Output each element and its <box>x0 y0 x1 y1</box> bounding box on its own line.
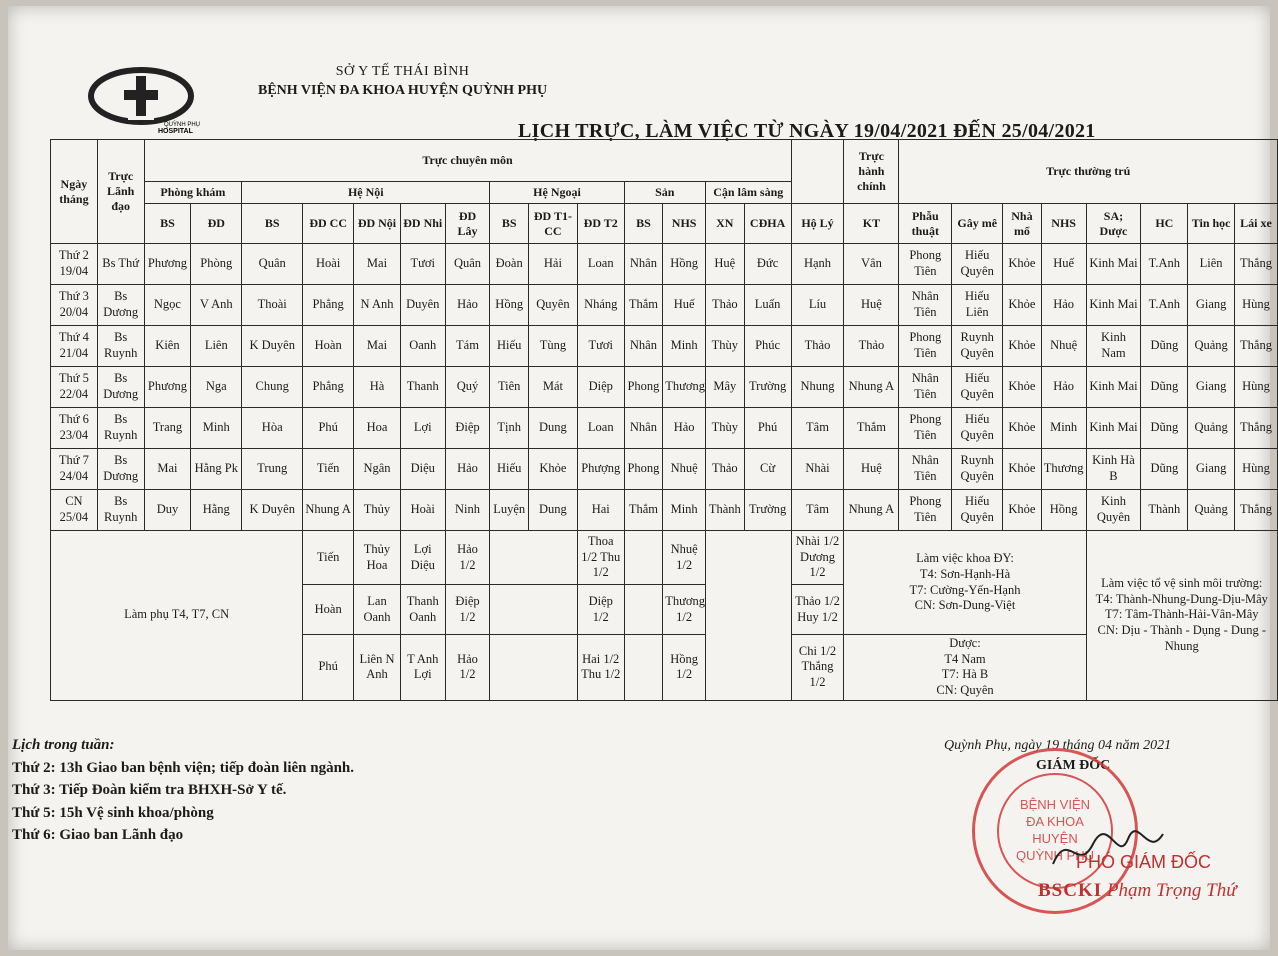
staff-cell: Liên <box>1188 244 1235 285</box>
extra-noi-cell: Lan Oanh <box>354 585 401 635</box>
staff-cell: Quân <box>242 244 303 285</box>
duoc-line: T4 Nam <box>944 651 986 666</box>
organization-header <box>258 64 547 99</box>
staff-cell: Hồng <box>1041 490 1086 531</box>
staff-cell: Phượng <box>577 449 624 490</box>
sub-header: ĐD <box>191 204 242 244</box>
staff-cell: Nhuệ <box>1041 326 1086 367</box>
staff-cell: Oanh <box>400 326 445 367</box>
extra-ngoai-cell: Hai 1/2 Thu 1/2 <box>577 635 624 701</box>
staff-cell: Quảng <box>1188 408 1235 449</box>
khoa-dy-line: T4: Sơn-Hạnh-Hà <box>919 566 1011 581</box>
staff-cell: Dũng <box>1141 408 1188 449</box>
staff-cell: Khỏe <box>1003 285 1042 326</box>
signer-name <box>1038 880 1237 902</box>
staff-cell: Phương <box>144 244 191 285</box>
sub-header: NHS <box>663 204 706 244</box>
staff-cell: Kinh Mai <box>1086 367 1141 408</box>
group-surgical: Hệ Ngoại <box>490 182 624 204</box>
ve-sinh-line: CN: Dịu - Thành - Dụng - Dung - Nhung <box>1097 623 1266 653</box>
staff-cell: Phú <box>744 408 791 449</box>
sub-header: XN <box>705 204 744 244</box>
director-title: GIÁM ĐỐC <box>1036 758 1111 773</box>
staff-cell: Ngọc <box>144 285 191 326</box>
staff-cell: Hùng <box>1235 449 1278 490</box>
extra-noi-cell: Thủy Hoa <box>354 531 401 585</box>
extra-khoa-dy <box>844 531 1086 635</box>
staff-cell: Thương <box>663 367 706 408</box>
staff-cell: Nhân <box>624 408 663 449</box>
staff-cell: Nhân Tiên <box>899 367 952 408</box>
day-cell: Thứ 5 22/04 <box>51 367 98 408</box>
staff-cell: Nhuệ <box>663 449 706 490</box>
extra-label: Làm phụ T4, T7, CN <box>51 531 303 701</box>
ve-sinh-line: T4: Thành-Nhung-Dung-Dịu-Mây <box>1095 591 1268 606</box>
extra-ngoai-cell <box>490 585 577 635</box>
staff-cell: Quảng <box>1188 490 1235 531</box>
staff-cell: Hiếu Quyên <box>952 490 1003 531</box>
staff-cell: Mây <box>705 367 744 408</box>
duty-schedule-table <box>50 139 1278 701</box>
staff-cell: Phong <box>624 367 663 408</box>
staff-cell: Mai <box>144 449 191 490</box>
staff-cell: Minh <box>1041 408 1086 449</box>
sub-header-it: Tin học <box>1188 204 1235 244</box>
staff-cell: Dũng <box>1141 449 1188 490</box>
sub-header: ĐD Lây <box>445 204 490 244</box>
staff-cell: Hiếu Quyên <box>952 408 1003 449</box>
staff-cell: Khỏe <box>1003 408 1042 449</box>
staff-cell: Phong Tiên <box>899 244 952 285</box>
day-cell: Thứ 2 19/04 <box>51 244 98 285</box>
staff-cell: Ngân <box>354 449 401 490</box>
staff-cell: Trường <box>744 367 791 408</box>
staff-cell: Hoàn <box>303 326 354 367</box>
staff-cell: Duyên <box>400 285 445 326</box>
sub-header-holy: Hộ Lý <box>791 204 844 244</box>
staff-cell: Trung <box>242 449 303 490</box>
staff-cell: Hạnh <box>791 244 844 285</box>
staff-cell: Hùng <box>1235 285 1278 326</box>
staff-cell: Dũng <box>1141 326 1188 367</box>
staff-cell: Phú <box>303 408 354 449</box>
schedule-row <box>51 367 1278 408</box>
staff-cell: Minh <box>191 408 242 449</box>
staff-cell: Tươi <box>577 326 624 367</box>
staff-cell: Dung <box>529 490 578 531</box>
extra-cls-cell <box>705 531 791 701</box>
staff-cell: Kinh Hà B <box>1086 449 1141 490</box>
extra-ngoai-cell: Thoa 1/2 Thu 1/2 <box>577 531 624 585</box>
staff-cell: Phẳng <box>303 367 354 408</box>
staff-cell: Khỏe <box>529 449 578 490</box>
staff-cell: Nga <box>191 367 242 408</box>
leader-cell: Bs Dương <box>97 449 144 490</box>
schedule-row <box>51 449 1278 490</box>
sub-header: BS <box>490 204 529 244</box>
sub-header: BS <box>624 204 663 244</box>
leader-cell: Bs Dương <box>97 367 144 408</box>
day-cell: CN 25/04 <box>51 490 98 531</box>
sub-header-surgery: Phẫu thuật <box>899 204 952 244</box>
sub-header: ĐD T2 <box>577 204 624 244</box>
staff-cell: Hảo <box>663 408 706 449</box>
staff-cell: Dũng <box>1141 367 1188 408</box>
extra-noi-cell: Điệp 1/2 <box>445 585 490 635</box>
staff-cell: Khỏe <box>1003 367 1042 408</box>
note-item: Thứ 2: 13h Giao ban bệnh viện; tiếp đoàn liên ngành. <box>12 759 355 776</box>
staff-cell: Hằng <box>191 490 242 531</box>
extra-holy-cell: Nhài 1/2 Dương 1/2 <box>791 531 844 585</box>
staff-cell: Giang <box>1188 449 1235 490</box>
deputy-director-title: PHÓ GIÁM ĐỐC <box>1076 852 1212 872</box>
staff-cell: Tịnh <box>490 408 529 449</box>
staff-cell: Hảo <box>1041 285 1086 326</box>
staff-cell: Quảng <box>1188 326 1235 367</box>
extra-san-cell <box>624 531 663 585</box>
staff-cell: Hảo <box>445 449 490 490</box>
note-item: Thứ 3: Tiếp Đoàn kiểm tra BHXH-Sở Y tế. <box>12 782 287 798</box>
staff-cell: Hà <box>354 367 401 408</box>
staff-cell: Nhung <box>791 367 844 408</box>
staff-cell: Hoài <box>303 244 354 285</box>
staff-cell: Khỏe <box>1003 449 1042 490</box>
leader-cell: Bs Dương <box>97 285 144 326</box>
staff-cell: T.Anh <box>1141 285 1188 326</box>
ve-sinh-line: Làm việc tổ vệ sinh môi trường: <box>1101 576 1263 591</box>
staff-cell: Nhung A <box>844 490 899 531</box>
staff-cell: Giang <box>1188 367 1235 408</box>
sub-header: ĐD Nội <box>354 204 401 244</box>
logo-text-1: QUỲNH PHỤ <box>164 122 201 128</box>
staff-cell: K Duyên <box>242 326 303 367</box>
staff-cell: Kinh Mai <box>1086 285 1141 326</box>
extra-duoc <box>844 635 1086 701</box>
staff-cell: Huệ <box>844 285 899 326</box>
staff-cell: Hồng <box>490 285 529 326</box>
staff-cell: Khỏe <box>1003 326 1042 367</box>
staff-cell: Kinh Mai <box>1086 244 1141 285</box>
extra-san-cell: Nhuệ 1/2 <box>663 531 706 585</box>
staff-cell: Hồng <box>663 244 706 285</box>
extra-ve-sinh <box>1086 531 1277 701</box>
notes-heading: Lịch trong tuần: <box>12 737 115 753</box>
hospital-name: BỆNH VIỆN ĐA KHOA HUYỆN QUỲNH PHỤ <box>258 83 548 98</box>
extra-noi-cell: T Anh Lợi <box>400 635 445 701</box>
schedule-row <box>51 326 1278 367</box>
staff-cell: Phúc <box>744 326 791 367</box>
staff-cell: Mai <box>354 244 401 285</box>
col-admin-header: Trực hành chính <box>844 140 899 204</box>
hospital-logo <box>86 66 201 135</box>
staff-cell: Nhân Tiên <box>899 449 952 490</box>
staff-cell: Hòa <box>242 408 303 449</box>
staff-cell: Thùy <box>705 408 744 449</box>
staff-cell: Luấn <box>744 285 791 326</box>
staff-cell: Kinh Quyên <box>1086 490 1141 531</box>
staff-cell: Phong Tiên <box>899 408 952 449</box>
note-item: Thứ 5: 15h Vệ sinh khoa/phòng <box>12 804 214 821</box>
staff-cell: Liên <box>191 326 242 367</box>
staff-cell: Thắm <box>624 490 663 531</box>
sub-header-kt: KT <box>844 204 899 244</box>
staff-cell: Thoài <box>242 285 303 326</box>
staff-cell: Luyện <box>490 490 529 531</box>
sub-header: BS <box>144 204 191 244</box>
staff-cell: Hảo <box>1041 367 1086 408</box>
staff-cell: Hiếu Quyên <box>952 367 1003 408</box>
staff-cell: Quyên <box>529 285 578 326</box>
staff-cell: Minh <box>663 490 706 531</box>
staff-cell: Tiên <box>490 367 529 408</box>
schedule-row <box>51 244 1278 285</box>
staff-cell: Hai <box>577 490 624 531</box>
staff-cell: Thảo <box>791 326 844 367</box>
staff-cell: Thảo <box>705 285 744 326</box>
khoa-dy-line: T7: Cường-Yến-Hạnh <box>909 582 1021 597</box>
sub-header-nhs: NHS <box>1041 204 1086 244</box>
sub-header-or: Nhà mổ <box>1003 204 1042 244</box>
signer-prefix: BSCKI <box>1038 880 1103 901</box>
staff-cell: Thắng <box>1235 490 1278 531</box>
staff-cell: Khỏe <box>1003 490 1042 531</box>
staff-cell: Tươi <box>400 244 445 285</box>
staff-cell: Quân <box>445 244 490 285</box>
staff-cell: Hùng <box>1235 367 1278 408</box>
staff-cell: Thảo <box>705 449 744 490</box>
department-name: SỞ Y TẾ THÁI BÌNH <box>335 64 470 79</box>
group-internal: Hệ Nội <box>242 182 490 204</box>
group-clinic: Phòng khám <box>144 182 242 204</box>
staff-cell: Trang <box>144 408 191 449</box>
schedule-row <box>51 408 1278 449</box>
staff-cell: Huệ <box>705 244 744 285</box>
leader-cell: Bs Thứ <box>97 244 144 285</box>
staff-cell: K Duyên <box>242 490 303 531</box>
staff-cell: Duy <box>144 490 191 531</box>
staff-cell: Phòng <box>191 244 242 285</box>
leader-cell: Bs Ruynh <box>97 408 144 449</box>
col-resident-header: Trực thường trú <box>899 140 1278 204</box>
sub-header: ĐD CC <box>303 204 354 244</box>
extra-noi-cell: Hảo 1/2 <box>445 531 490 585</box>
staff-cell: Nháng <box>577 285 624 326</box>
staff-cell: Đức <box>744 244 791 285</box>
staff-cell: Thùy <box>705 326 744 367</box>
staff-cell: Hiếu <box>490 449 529 490</box>
schedule-row <box>51 490 1278 531</box>
staff-cell: Thảo <box>844 326 899 367</box>
leader-cell: Bs Ruynh <box>97 490 144 531</box>
staff-cell: Thanh <box>400 367 445 408</box>
staff-cell: Nhân <box>624 326 663 367</box>
sub-header: ĐD T1-CC <box>529 204 578 244</box>
staff-cell: Mai <box>354 326 401 367</box>
schedule-row <box>51 285 1278 326</box>
extra-san-cell: Thương 1/2 <box>663 585 706 635</box>
staff-cell: Khỏe <box>1003 244 1042 285</box>
duoc-line: Dược: <box>949 636 981 650</box>
staff-cell: Nhài <box>791 449 844 490</box>
staff-cell: Chung <box>242 367 303 408</box>
staff-cell: Ninh <box>445 490 490 531</box>
stamp-line: QUỲNH PHỤ <box>1015 847 1094 863</box>
col-leader-header: Trực Lãnh đạo <box>97 140 144 244</box>
staff-cell: Hải <box>529 244 578 285</box>
staff-cell: Thắm <box>844 408 899 449</box>
staff-cell: Phương <box>144 367 191 408</box>
staff-cell: Loan <box>577 244 624 285</box>
staff-cell: T.Anh <box>1141 244 1188 285</box>
extra-ngoai-cell <box>490 635 577 701</box>
staff-cell: Đoàn <box>490 244 529 285</box>
staff-cell: Thắng <box>1235 244 1278 285</box>
staff-cell: Nhung A <box>303 490 354 531</box>
staff-cell: Líu <box>791 285 844 326</box>
extra-noi-cell: Hảo 1/2 <box>445 635 490 701</box>
day-cell: Thứ 7 24/04 <box>51 449 98 490</box>
sub-header: CĐHA <box>744 204 791 244</box>
staff-cell: V Anh <box>191 285 242 326</box>
staff-cell: Điệp <box>445 408 490 449</box>
staff-cell: Huế <box>1041 244 1086 285</box>
extra-holy-cell: Chi 1/2 Thắng 1/2 <box>791 635 844 701</box>
signer-fullname: Phạm Trọng Thứ <box>1106 880 1237 901</box>
duoc-line: T7: Hà B <box>941 667 989 682</box>
extra-ngoai-cell <box>490 531 577 585</box>
stamp-line: HUYỆN <box>1032 831 1078 846</box>
extra-san-cell <box>624 635 663 701</box>
staff-cell: Thủy <box>354 490 401 531</box>
staff-cell: Hiếu <box>490 326 529 367</box>
ve-sinh-line: T7: Tâm-Thành-Hải-Vân-Mây <box>1104 607 1259 622</box>
document-paper <box>8 6 1270 950</box>
staff-cell: Thắng <box>1235 326 1278 367</box>
group-obstetrics: Sản <box>624 182 705 204</box>
staff-cell: Ruynh Quyên <box>952 449 1003 490</box>
staff-cell: Nhung A <box>844 367 899 408</box>
col-date-header: Ngày tháng <box>51 140 98 244</box>
sub-header-hc: HC <box>1141 204 1188 244</box>
staff-cell: Diệu <box>400 449 445 490</box>
staff-cell: Hoa <box>354 408 401 449</box>
extra-noi-cell: Tiến <box>303 531 354 585</box>
staff-cell: Kinh Nam <box>1086 326 1141 367</box>
staff-cell: Thắm <box>624 285 663 326</box>
staff-cell: Huệ <box>844 449 899 490</box>
staff-cell: Tâm <box>791 408 844 449</box>
staff-cell: Nhân Tiên <box>899 285 952 326</box>
staff-cell: Cừ <box>744 449 791 490</box>
staff-cell: Huế <box>663 285 706 326</box>
staff-cell: Hoài <box>400 490 445 531</box>
khoa-dy-line: CN: Sơn-Dung-Việt <box>914 598 1016 613</box>
day-cell: Thứ 6 23/04 <box>51 408 98 449</box>
schedule-title: LỊCH TRỰC, LÀM VIỆC TỪ NGÀY 19/04/2021 ĐẾN 25/04/2021 <box>518 120 1096 142</box>
staff-cell: Mát <box>529 367 578 408</box>
staff-cell: Kinh Mai <box>1086 408 1141 449</box>
staff-cell: Thắng <box>1235 408 1278 449</box>
extra-noi-cell: Hoàn <box>303 585 354 635</box>
staff-cell: Tiến <box>303 449 354 490</box>
staff-cell: Loan <box>577 408 624 449</box>
col-specialist-header: Trực chuyên môn <box>144 140 791 182</box>
extra-ngoai-cell: Diệp 1/2 <box>577 585 624 635</box>
staff-cell: Phong Tiên <box>899 490 952 531</box>
staff-cell: N Anh <box>354 285 401 326</box>
staff-cell: Tùng <box>529 326 578 367</box>
sub-header-sa: SA; Dược <box>1086 204 1141 244</box>
extra-san-cell <box>624 585 663 635</box>
extra-holy-cell: Thảo 1/2 Huy 1/2 <box>791 585 844 635</box>
day-cell: Thứ 4 21/04 <box>51 326 98 367</box>
staff-cell: Dung <box>529 408 578 449</box>
logo-text-2: HOSPITAL <box>158 128 193 135</box>
staff-cell: Hiếu Quyên <box>952 244 1003 285</box>
khoa-dy-line: Làm việc khoa ĐY: <box>916 551 1014 566</box>
staff-cell: Phong Tiên <box>899 326 952 367</box>
sub-header: BS <box>242 204 303 244</box>
sub-header-driver: Lái xe <box>1235 204 1278 244</box>
staff-cell: Ruynh Quyên <box>952 326 1003 367</box>
staff-cell: Hảo <box>445 285 490 326</box>
staff-cell: Diệp <box>577 367 624 408</box>
staff-cell: Lợi <box>400 408 445 449</box>
group-paraclinical: Cận lâm sàng <box>705 182 791 204</box>
staff-cell: Kiên <box>144 326 191 367</box>
extra-noi-cell: Lợi Diệu <box>400 531 445 585</box>
stamp-line: BỆNH VIỆN <box>1019 797 1091 813</box>
extra-noi-cell: Liên N Anh <box>354 635 401 701</box>
day-cell: Thứ 3 20/04 <box>51 285 98 326</box>
place-date: Quỳnh Phụ, ngày 19 tháng 04 năm 2021 <box>944 738 1172 753</box>
col-holy-top <box>791 140 844 204</box>
note-item: Thứ 6: Giao ban Lãnh đạo <box>12 827 184 843</box>
staff-cell: Thành <box>1141 490 1188 531</box>
sub-header-anesthesia: Gây mê <box>952 204 1003 244</box>
leader-cell: Bs Ruynh <box>97 326 144 367</box>
sub-header: ĐD Nhi <box>400 204 445 244</box>
staff-cell: Hiếu Liên <box>952 285 1003 326</box>
staff-cell: Minh <box>663 326 706 367</box>
weekly-notes <box>12 734 354 847</box>
extra-noi-cell: Phú <box>303 635 354 701</box>
staff-cell: Phong <box>624 449 663 490</box>
staff-cell: Vân <box>844 244 899 285</box>
staff-cell: Phẳng <box>303 285 354 326</box>
extra-san-cell: Hồng 1/2 <box>663 635 706 701</box>
stamp-line: ĐA KHOA <box>1026 814 1084 830</box>
staff-cell: Thương <box>1041 449 1086 490</box>
staff-cell: Trường <box>744 490 791 531</box>
staff-cell: Nhân <box>624 244 663 285</box>
staff-cell: Thành <box>705 490 744 531</box>
staff-cell: Tâm <box>791 490 844 531</box>
duoc-line: CN: Quyên <box>936 682 994 697</box>
staff-cell: Hằng Pk <box>191 449 242 490</box>
staff-cell: Quý <box>445 367 490 408</box>
staff-cell: Tám <box>445 326 490 367</box>
staff-cell: Giang <box>1188 285 1235 326</box>
extra-noi-cell: Thanh Oanh <box>400 585 445 635</box>
